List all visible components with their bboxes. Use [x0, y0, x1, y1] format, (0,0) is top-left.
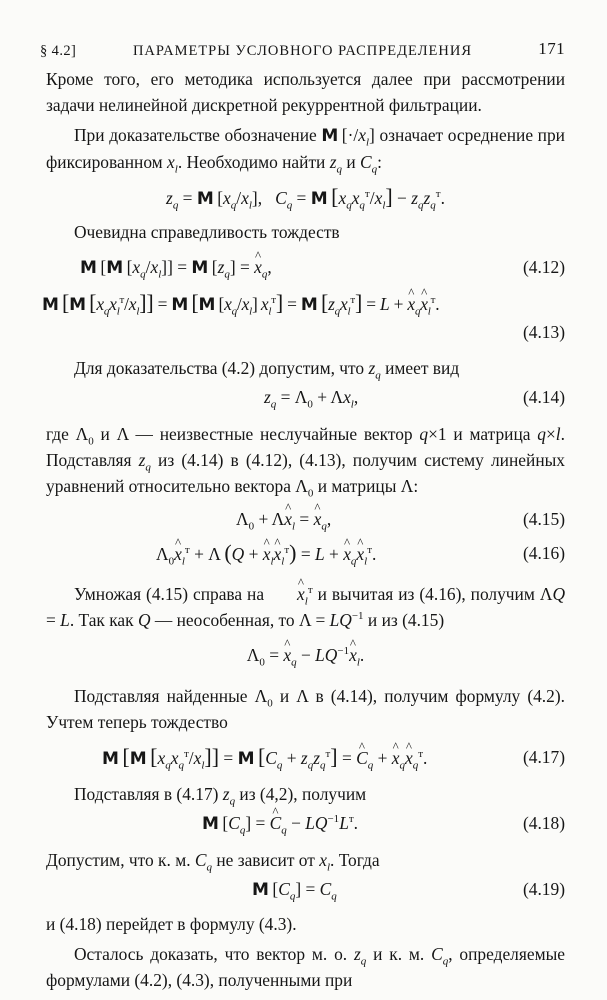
- paragraph-7: Подставляя найденные $\Lambda_0$ и Λ в (4.14), получим формулу (4.2). Учтем теперь тождество: [46, 686, 565, 732]
- paragraph-4: Для доказательства (4.2) допустим, что $z_q$ имеет вид: [74, 358, 460, 382]
- equation-number: (4.15): [522, 509, 565, 529]
- equation-4-16: $\Lambda_0\^{}$ $x_l^т + \Lambda$ (Q + ^ $x_l\^{}$ $x_l^т) = L$ + ^ $x_q\^{}$ $x_l^т$. (4.16): [46, 537, 565, 569]
- chapter-title: ПАРАМЕТРЫ УСЛОВНОГО РАСПРЕДЕЛЕНИЯ: [132, 43, 473, 59]
- paragraph-6: Умножая (4.15) справа на ^ $x_l^т$ и вычитая из (4.16), получим ΛQ = L. Так как Q — неособенная, то $\Lambda = LQ^{-1}$ и из (4.15): [46, 581, 565, 633]
- page-body: [42, 66, 565, 993]
- equation-number: (4.12): [522, 257, 565, 277]
- equation-4-12: M [M $[x_q/x_l]] = M$ $[z_q]$ = ^ $x_q$, (4.12): [46, 251, 565, 283]
- equation-zq-cq: $z_q = M$ $[x_q/x_l]$, $C_q = M$ $[x_qx_q^т/x_l] - z_qz_q^т$.: [166, 184, 445, 212]
- paragraph-9: Допустим, что к. м. $C_q$ не зависит от $x_l$. Тогда: [46, 850, 380, 874]
- paragraph-5: где $\Lambda_0$ и Λ — неизвестные неслучайные вектор q×1 и матрица q×l. Подставляя $z_q$ из (4.14) в (4.12), (4.13), получим систему линейных уравнений относительно вектора $\Lambda_0$ и матрицы Λ:: [46, 424, 565, 500]
- equation-number: (4.18): [522, 813, 565, 833]
- paragraph-1: Кроме того, его методика используется далее при рассмотрении задачи нелинейной дискретной рекуррентной фильтрации.: [46, 69, 565, 115]
- equation-lambda0: $\Lambda_0$ = ^ $x_q$ − $LQ^{-1}\^{}$ $x_l$.: [46, 639, 565, 671]
- equation-number: (4.13): [522, 322, 565, 342]
- equation-number: (4.16): [522, 543, 565, 563]
- paragraph-2: При доказательстве обозначение M $[\cdot/x_l]$ означает осреднение при фиксированном $x_l$. Необходимо найти $z_q$ и $C_q$:: [46, 125, 565, 176]
- equation-4-19: M $[C_q] = C_q$ (4.19): [46, 873, 565, 905]
- equation-4-13: M [M $[x_qx_l^т/x_l]] = M$ [M $[x_q/x_l] x_l^т] = M$ $[z_qx_l^т] = L$ + ^ $x_q\^{}$ $x_l^т$.: [46, 287, 565, 319]
- paragraph-10: и (4.18) перейдет в формулу (4.3).: [46, 914, 297, 934]
- equation-number: (4.17): [522, 747, 565, 767]
- equation-number: (4.19): [522, 879, 565, 899]
- running-header: [40, 38, 565, 60]
- equation-4-17: M [M $[x_qx_q^т/x_l]] = M$ $[C_q + z_qz_q^т]$ = ^ $C_q$ + ^ $x_q\^{}$ $x_q^т$. (4.17): [46, 741, 565, 773]
- section-label: § 4.2]: [40, 43, 77, 59]
- page-number: 171: [538, 39, 565, 58]
- paragraph-3: Очевидна справедливость тождеств: [74, 222, 340, 242]
- paragraph-8: Подставляя в (4.17) $z_q$ из (4,2), получим: [74, 784, 367, 808]
- equation-4-14: $z_q = \Lambda_0 + \Lambda x_l$, (4.14): [46, 381, 565, 413]
- equation-4-15: $\Lambda_0$ + Λ^ $x_l$ = ^ $x_q$, (4.15): [46, 503, 565, 535]
- equation-4-13-number-row: [46, 319, 565, 345]
- equation-number: (4.14): [522, 387, 565, 407]
- equation-4-18: M $[C_q]$ = ^ $C_q - LQ^{-1}L^т$. (4.18): [46, 807, 565, 839]
- paragraph-11: Осталось доказать, что вектор м. о. $z_q$ и к. м. $C_q$, определяемые формулами (4.2), (4.3), полученными при: [46, 944, 565, 990]
